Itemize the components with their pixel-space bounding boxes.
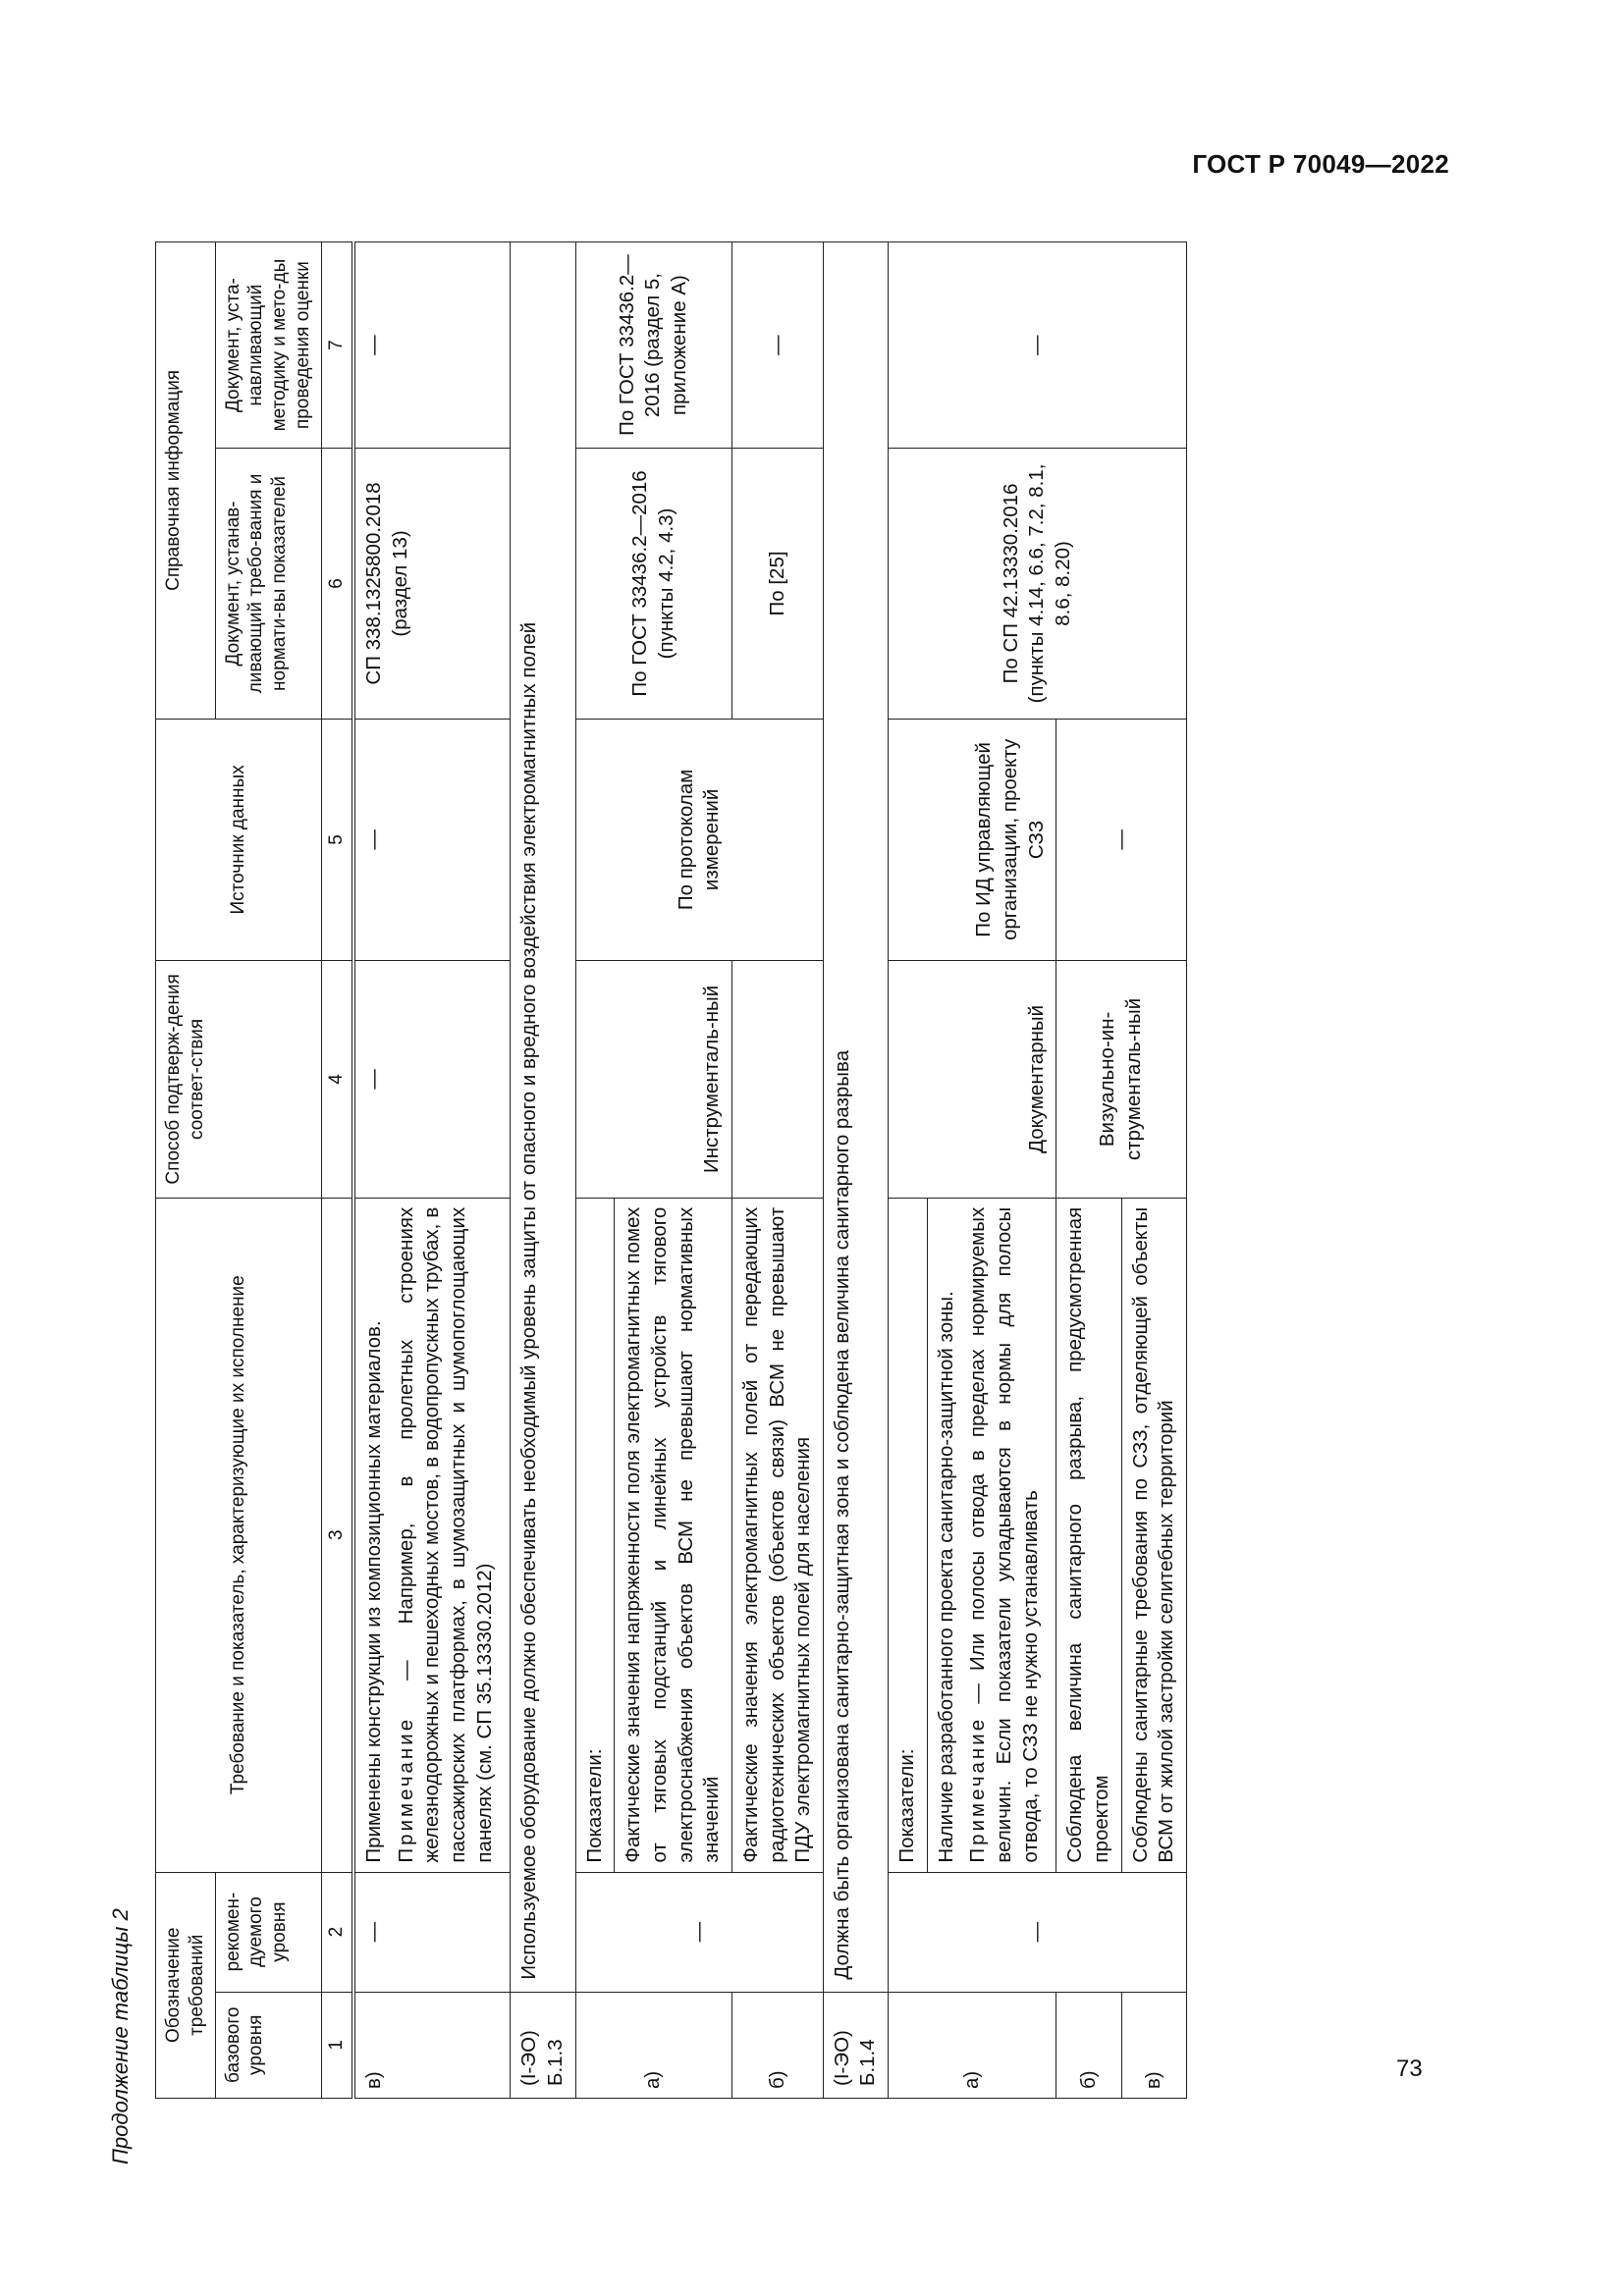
row-rec-code: — (575, 1872, 823, 1992)
header-method: Способ подтверж-дения соответ-ствия (156, 961, 322, 1199)
row-doc-req: По [25] (731, 449, 823, 720)
row-method: Инструменталь-ный (575, 961, 731, 1199)
row-base-code: в) (1121, 1992, 1186, 2098)
row-doc-req: По ГОСТ 33436.2—2016 (пункты 4.2, 4.3) (575, 449, 731, 720)
requirements-table (155, 241, 1187, 2099)
note-label: Примечание (966, 1716, 990, 1863)
header-designation: Обозначение требований (156, 1872, 216, 2098)
col-num-1: 1 (321, 1992, 353, 2098)
header-requirement: Требование и показатель, характеризующие их исполнение (156, 1198, 322, 1872)
rotated-table-page (108, 211, 1445, 2164)
note-text: — Или полосы отвода в пределах нормируемых величин. Если показатели укладываются в нормы для полосы отвода, то СЗЗ не нужно устанавливать (966, 1206, 1042, 1863)
table-row (353, 242, 511, 2099)
header-doc-method: Документ, уста-навливающий методику и мето-ды проведения оценки (215, 242, 321, 449)
row-method-empty (731, 961, 823, 1199)
section-text: Используемое оборудование должно обеспечивать необходимый уровень защиты от опасного и вредного воздействия электромагнитных полей (511, 242, 575, 1993)
col-num-4: 4 (321, 961, 353, 1199)
row-doc-method: — (889, 242, 1187, 449)
row-base-code: а) (889, 1992, 1056, 2098)
row-source: По ИД управляющей организации, проекту СЗЗ (889, 719, 1056, 960)
col-num-2: 2 (321, 1872, 353, 1992)
row-source: По протоколам измерений (575, 719, 823, 960)
col-num-7: 7 (321, 242, 353, 449)
col-num-5: 5 (321, 719, 353, 960)
row-doc-method: По ГОСТ 33436.2—2016 (раздел 5, приложение А) (575, 242, 731, 449)
section-code: (I-ЭО) Б.1.4 (823, 1992, 888, 2098)
row-requirement (927, 1198, 1056, 1872)
row-base-code: б) (731, 1992, 823, 2098)
document-header: ГОСТ Р 70049—2022 (1192, 149, 1449, 179)
header-recommended-level: рекомен-дуемого уровня (215, 1872, 321, 1992)
row-method: — (353, 961, 511, 1199)
row-base-code: а) (575, 1992, 731, 2098)
row-requirement: Соблюдены санитарные требования по СЗЗ, отделяющей объекты ВСМ от жилой застройки селитебных территорий (1121, 1198, 1186, 1872)
note-label: Примечание (394, 1716, 417, 1863)
col-num-6: 6 (321, 449, 353, 720)
row-doc-method: — (353, 242, 511, 449)
header-doc-requirements: Документ, устанав-ливающий требо-вания и нормати-вы показателей (215, 449, 321, 720)
indicators-label: Показатели: (575, 1198, 615, 1872)
page-number: 73 (1396, 2056, 1423, 2082)
row-method: Визуально-ин-струменталь-ный (1056, 961, 1187, 1199)
row-source: — (353, 719, 511, 960)
header-source: Источник данных (156, 719, 322, 960)
header-row-1 (156, 242, 216, 2099)
section-text: Должна быть организована санитарно-защитная зона и соблюдена величина санитарного разрыва (823, 242, 888, 1993)
section-code: (I-ЭО) Б.1.3 (511, 1992, 575, 2098)
row-rec-code: — (353, 1872, 511, 1992)
section-row-b13 (511, 242, 575, 2099)
row-requirement: Соблюдена величина санитарного разрыва, предусмотренная проектом (1056, 1198, 1121, 1872)
row-doc-req: По СП 42.13330.2016 (пункты 4.14, 6.6, 7.2, 8.1, 8.6, 8.20) (889, 449, 1187, 720)
requirement-note (394, 1207, 499, 1863)
row-method: Документарный (889, 961, 1056, 1199)
requirement-text: Наличие разработанного проекта санитарно-защитной зоны. (934, 1291, 957, 1863)
row-requirement: Фактические значения электромагнитных полей от передающих радиотехнических объектов (объектов связи) ВСМ не превышают ПДУ электромагнитных полей для населения (731, 1198, 823, 1872)
column-number-row (321, 242, 353, 2099)
header-reference: Справочная информация (156, 242, 216, 720)
col-num-3: 3 (321, 1198, 353, 1872)
row-requirement (353, 1198, 511, 1872)
row-base-code: в) (353, 1992, 511, 2098)
row-doc-method: — (731, 242, 823, 449)
row-rec-code: — (889, 1872, 1187, 1992)
table-row (575, 242, 615, 2099)
row-doc-req: СП 338.1325800.2018 (раздел 13) (353, 449, 511, 720)
row-base-code: б) (1056, 1992, 1121, 2098)
table-caption: Продолжение таблицы 2 (108, 1908, 133, 2164)
requirement-note (965, 1207, 1044, 1863)
note-text: — Например, в пролетных строениях железнодорожных и пешеходных мостов, в водопропускных трубах, в пассажирских платформах, в шумозащитных и шумопоглощающих панелях (см. СП 35.13330.2012) (394, 1206, 496, 1863)
row-requirement: Фактические значения напряженности поля электромагнитных помех от тяговых подстанций и линейных устройств тягового электроснабжения объектов ВСМ не превышают нормативных значений (615, 1198, 732, 1872)
table-row (731, 242, 823, 2099)
requirement-text: Применены конструкции из композиционных материалов. (362, 1320, 386, 1863)
table-row (889, 242, 928, 2099)
row-source: — (1056, 719, 1187, 960)
indicators-label: Показатели: (889, 1198, 928, 1872)
section-row-b14 (823, 242, 888, 2099)
header-base-level: базового уровня (215, 1992, 321, 2098)
